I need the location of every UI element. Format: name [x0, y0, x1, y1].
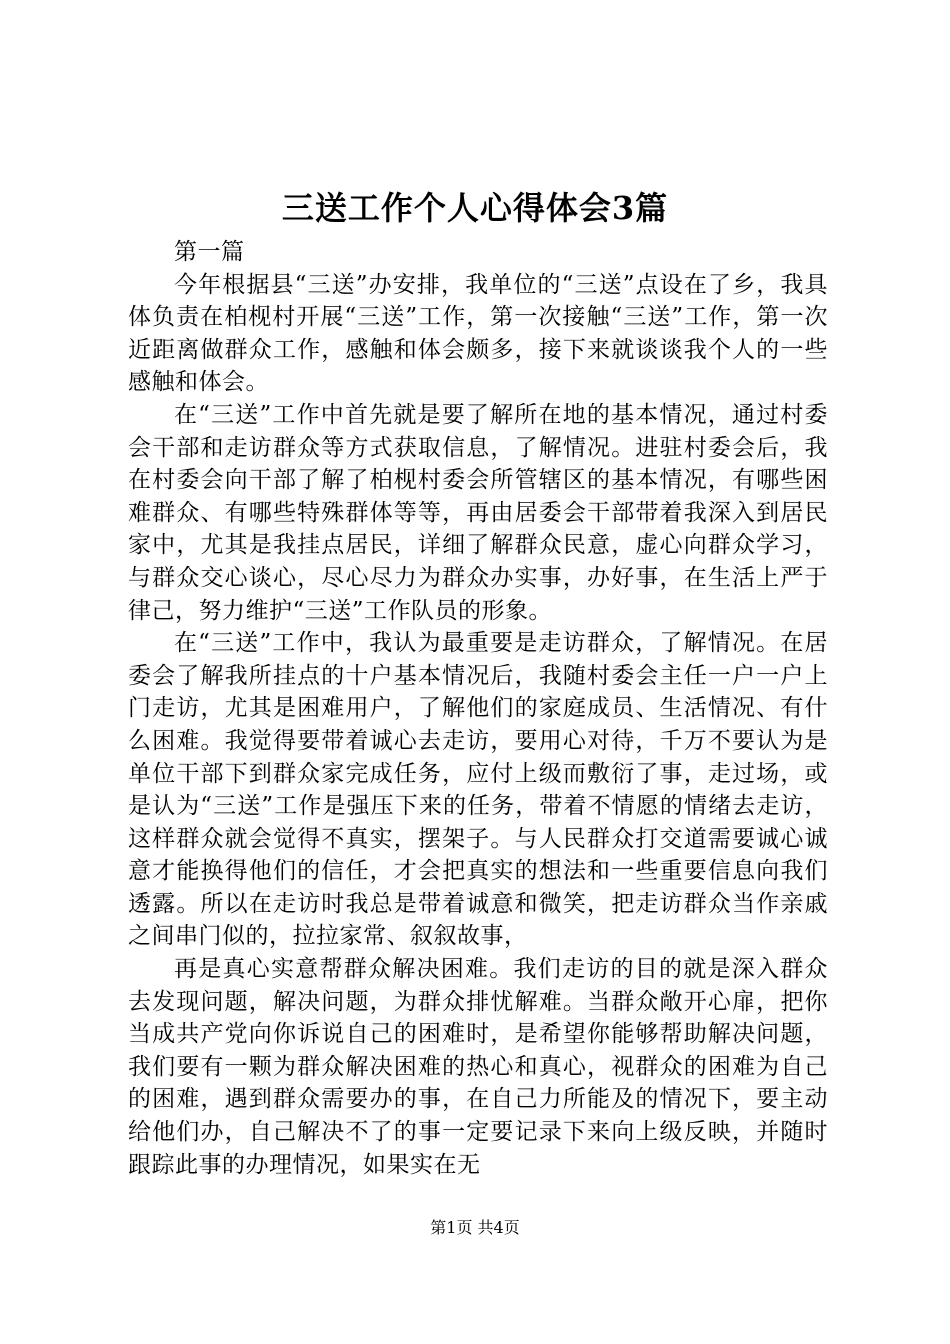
- document-title: 三送工作个人心得体会3篇: [281, 189, 669, 227]
- document-body: [128, 236, 828, 1181]
- page-footer: 第1页 共4页: [430, 1218, 520, 1237]
- paragraph: 在“三送”工作中，我认为最重要是走访群众，了解情况。在居委会了解我所挂点的十户基本情况后，我随村委会主任一户一户上门走访，尤其是困难用户，了解他们的家庭成员、生活情况、有什么困难。我觉得要带着诚心去走访，要用心对待，千万不要认为是单位干部下到群众家完成任务，应付上级而敷衍了事，走过场，或是认为“三送”工作是强压下来的任务，带着不情愿的情绪去走访，这样群众就会觉得不真实，摆架子。与人民群众打交道需要诚心诚意才能换得他们的信任，才会把真实的想法和一些重要信息向我们透露。所以在走访时我总是带着诚意和微笑，把走访群众当作亲戚之间串门似的，拉拉家常、叙叙故事，: [128, 630, 828, 950]
- paragraph: 在“三送”工作中首先就是要了解所在地的基本情况，通过村委会干部和走访群众等方式获取信息，了解情况。进驻村委会后，我在村委会向干部了解了柏枧村委会所管辖区的基本情况，有哪些困难群众、有哪些特殊群体等等，再由居委会干部带着我深入到居民家中，尤其是我挂点居民，详细了解群众民意，虚心向群众学习，与群众交心谈心，尽心尽力为群众办实事，办好事，在生活上严于律己，努力维护“三送”工作队员的形象。: [128, 401, 828, 624]
- paragraph: 再是真心实意帮群众解决困难。我们走访的目的就是深入群众去发现问题，解决问题，为群众排忧解难。当群众敞开心扉，把你当成共产党向你诉说自己的困难时，是希望你能够帮助解决问题，我们要有一颗为群众解决困难的热心和真心，视群众的困难为自己的困难，遇到群众需要办的事，在自己力所能及的情况下，要主动给他们办，自己解决不了的事一定要记录下来向上级反映，并随时跟踪此事的办理情况，如果实在无: [128, 956, 828, 1178]
- section-heading: 第一篇: [174, 239, 245, 265]
- paragraph: 今年根据县“三送”办安排，我单位的“三送”点设在了乡，我具体负责在柏枧村开展“三送”工作，第一次接触“三送”工作，第一次近距离做群众工作，感触和体会颇多，接下来就谈谈我个人的一些感触和体会。: [128, 271, 828, 396]
